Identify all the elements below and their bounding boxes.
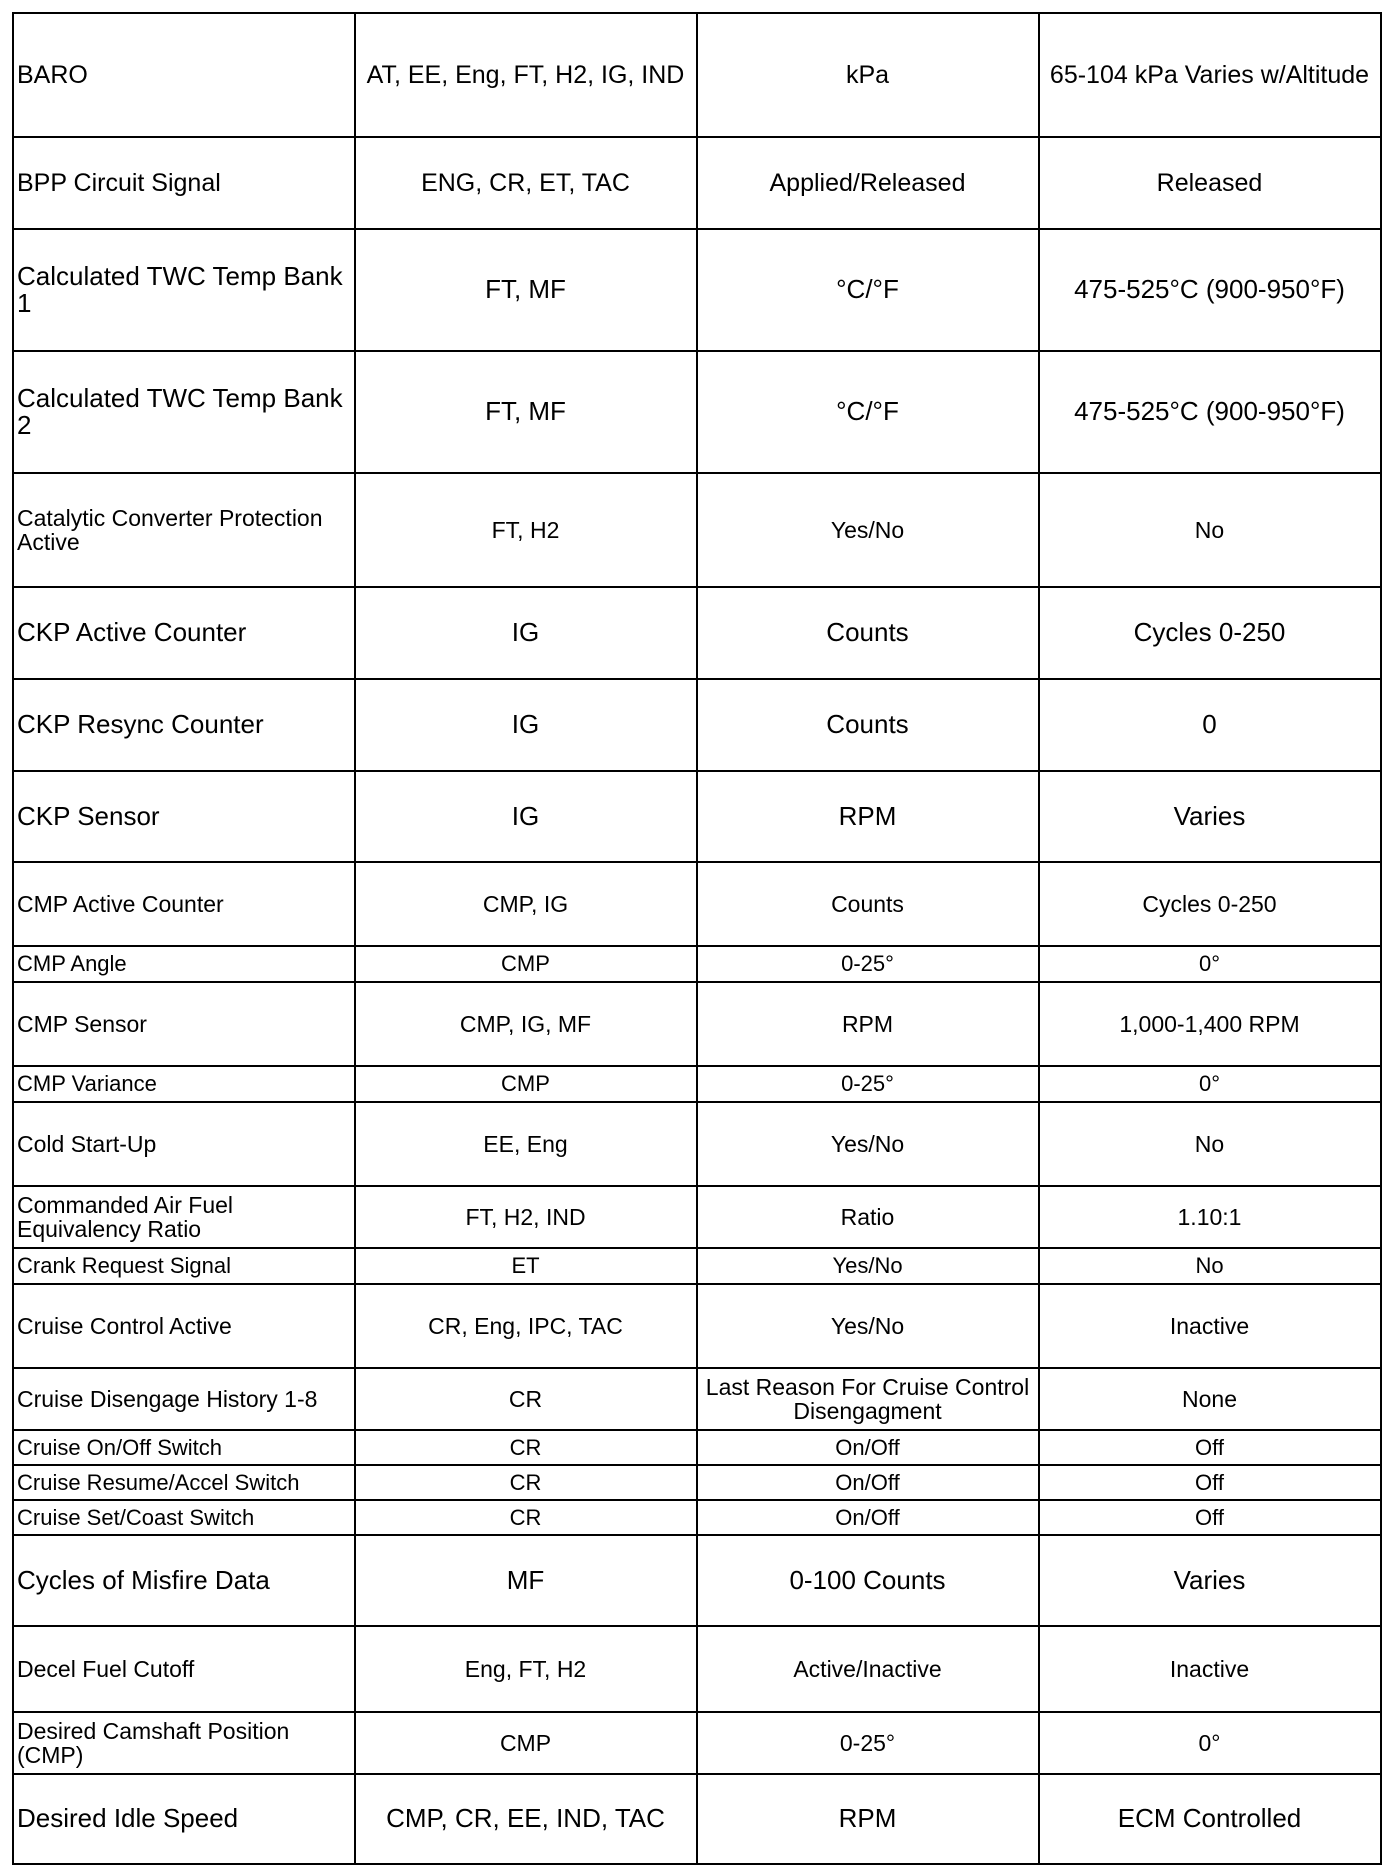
parameter-name: CMP Sensor	[13, 982, 355, 1066]
table-row	[13, 13, 1381, 137]
typical-value: Cycles 0-250	[1039, 587, 1381, 679]
table-row	[13, 1186, 1381, 1248]
typical-value: No	[1039, 473, 1381, 587]
units-cell: Counts	[697, 679, 1039, 771]
units-cell: Counts	[697, 587, 1039, 679]
table-row	[13, 1284, 1381, 1368]
typical-value: None	[1039, 1368, 1381, 1430]
system-list: IG	[355, 771, 697, 862]
table-row	[13, 1102, 1381, 1186]
typical-value: Off	[1039, 1465, 1381, 1500]
system-list: CR	[355, 1500, 697, 1535]
units-cell: 0-25°	[697, 946, 1039, 982]
scan-tool-data-table	[12, 12, 1382, 1865]
parameter-name: CMP Variance	[13, 1066, 355, 1102]
system-list: CR	[355, 1465, 697, 1500]
parameter-name: Cold Start-Up	[13, 1102, 355, 1186]
table-row	[13, 1430, 1381, 1465]
units-cell: RPM	[697, 1774, 1039, 1864]
units-cell: On/Off	[697, 1430, 1039, 1465]
table-row	[13, 771, 1381, 862]
units-cell: Counts	[697, 862, 1039, 946]
typical-value: 1.10:1	[1039, 1186, 1381, 1248]
table-row	[13, 229, 1381, 351]
table-row	[13, 1774, 1381, 1864]
table-row	[13, 1066, 1381, 1102]
table-row	[13, 473, 1381, 587]
typical-value: 0°	[1039, 1066, 1381, 1102]
parameter-name: CKP Sensor	[13, 771, 355, 862]
units-cell: Active/Inactive	[697, 1626, 1039, 1712]
system-list: CMP, IG, MF	[355, 982, 697, 1066]
parameter-name: BARO	[13, 13, 355, 137]
typical-value: 1,000-1,400 RPM	[1039, 982, 1381, 1066]
parameter-name: CMP Angle	[13, 946, 355, 982]
system-list: CMP	[355, 1066, 697, 1102]
system-list: CMP, CR, EE, IND, TAC	[355, 1774, 697, 1864]
parameter-name: BPP Circuit Signal	[13, 137, 355, 229]
parameter-name: Calculated TWC Temp Bank 2	[13, 351, 355, 473]
table-row	[13, 1465, 1381, 1500]
parameter-name: Cycles of Misfire Data	[13, 1535, 355, 1626]
table-row	[13, 862, 1381, 946]
parameter-name: CKP Active Counter	[13, 587, 355, 679]
table-row	[13, 1368, 1381, 1430]
system-list: AT, EE, Eng, FT, H2, IG, IND	[355, 13, 697, 137]
units-cell: °C/°F	[697, 229, 1039, 351]
table-row	[13, 351, 1381, 473]
typical-value: Off	[1039, 1430, 1381, 1465]
typical-value: No	[1039, 1102, 1381, 1186]
system-list: IG	[355, 679, 697, 771]
typical-value: Cycles 0-250	[1039, 862, 1381, 946]
typical-value: Off	[1039, 1500, 1381, 1535]
typical-value: No	[1039, 1248, 1381, 1284]
typical-value: 475-525°C (900-950°F)	[1039, 229, 1381, 351]
table-row	[13, 1712, 1381, 1774]
typical-value: Varies	[1039, 771, 1381, 862]
typical-value: 0°	[1039, 1712, 1381, 1774]
typical-value: Varies	[1039, 1535, 1381, 1626]
typical-value: Inactive	[1039, 1284, 1381, 1368]
system-list: IG	[355, 587, 697, 679]
units-cell: 0-25°	[697, 1066, 1039, 1102]
typical-value: ECM Controlled	[1039, 1774, 1381, 1864]
units-cell: 0-100 Counts	[697, 1535, 1039, 1626]
system-list: MF	[355, 1535, 697, 1626]
units-cell: RPM	[697, 982, 1039, 1066]
typical-value: Inactive	[1039, 1626, 1381, 1712]
units-cell: RPM	[697, 771, 1039, 862]
table-row	[13, 1626, 1381, 1712]
typical-value: 0°	[1039, 946, 1381, 982]
typical-value: 65-104 kPa Varies w/Altitude	[1039, 13, 1381, 137]
typical-value: 475-525°C (900-950°F)	[1039, 351, 1381, 473]
system-list: CMP, IG	[355, 862, 697, 946]
table-row	[13, 1500, 1381, 1535]
units-cell: On/Off	[697, 1500, 1039, 1535]
units-cell: Last Reason For Cruise Control Disengagment	[697, 1368, 1039, 1430]
parameter-name: Crank Request Signal	[13, 1248, 355, 1284]
parameter-name: Calculated TWC Temp Bank 1	[13, 229, 355, 351]
system-list: CR	[355, 1368, 697, 1430]
units-cell: Yes/No	[697, 473, 1039, 587]
typical-value: Released	[1039, 137, 1381, 229]
parameter-name: Catalytic Converter Protection Active	[13, 473, 355, 587]
system-list: ENG, CR, ET, TAC	[355, 137, 697, 229]
table-row	[13, 137, 1381, 229]
system-list: FT, MF	[355, 351, 697, 473]
parameter-name: Decel Fuel Cutoff	[13, 1626, 355, 1712]
parameter-name: Desired Idle Speed	[13, 1774, 355, 1864]
parameter-name: Cruise Resume/Accel Switch	[13, 1465, 355, 1500]
table-row	[13, 1248, 1381, 1284]
units-cell: kPa	[697, 13, 1039, 137]
system-list: FT, H2, IND	[355, 1186, 697, 1248]
system-list: CR, Eng, IPC, TAC	[355, 1284, 697, 1368]
system-list: FT, H2	[355, 473, 697, 587]
table-row	[13, 679, 1381, 771]
units-cell: 0-25°	[697, 1712, 1039, 1774]
parameter-name: Desired Camshaft Position (CMP)	[13, 1712, 355, 1774]
parameter-name: Cruise Set/Coast Switch	[13, 1500, 355, 1535]
system-list: CMP	[355, 946, 697, 982]
parameter-name: Cruise Control Active	[13, 1284, 355, 1368]
table-row	[13, 946, 1381, 982]
system-list: EE, Eng	[355, 1102, 697, 1186]
units-cell: °C/°F	[697, 351, 1039, 473]
parameter-name: CKP Resync Counter	[13, 679, 355, 771]
parameter-name: Cruise Disengage History 1-8	[13, 1368, 355, 1430]
units-cell: On/Off	[697, 1465, 1039, 1500]
table-row	[13, 1535, 1381, 1626]
parameter-name: Cruise On/Off Switch	[13, 1430, 355, 1465]
system-list: CMP	[355, 1712, 697, 1774]
units-cell: Applied/Released	[697, 137, 1039, 229]
units-cell: Yes/No	[697, 1102, 1039, 1186]
units-cell: Ratio	[697, 1186, 1039, 1248]
units-cell: Yes/No	[697, 1248, 1039, 1284]
parameter-name: CMP Active Counter	[13, 862, 355, 946]
system-list: CR	[355, 1430, 697, 1465]
units-cell: Yes/No	[697, 1284, 1039, 1368]
typical-value: 0	[1039, 679, 1381, 771]
system-list: FT, MF	[355, 229, 697, 351]
parameter-name: Commanded Air Fuel Equivalency Ratio	[13, 1186, 355, 1248]
system-list: Eng, FT, H2	[355, 1626, 697, 1712]
table-row	[13, 587, 1381, 679]
system-list: ET	[355, 1248, 697, 1284]
table-row	[13, 982, 1381, 1066]
